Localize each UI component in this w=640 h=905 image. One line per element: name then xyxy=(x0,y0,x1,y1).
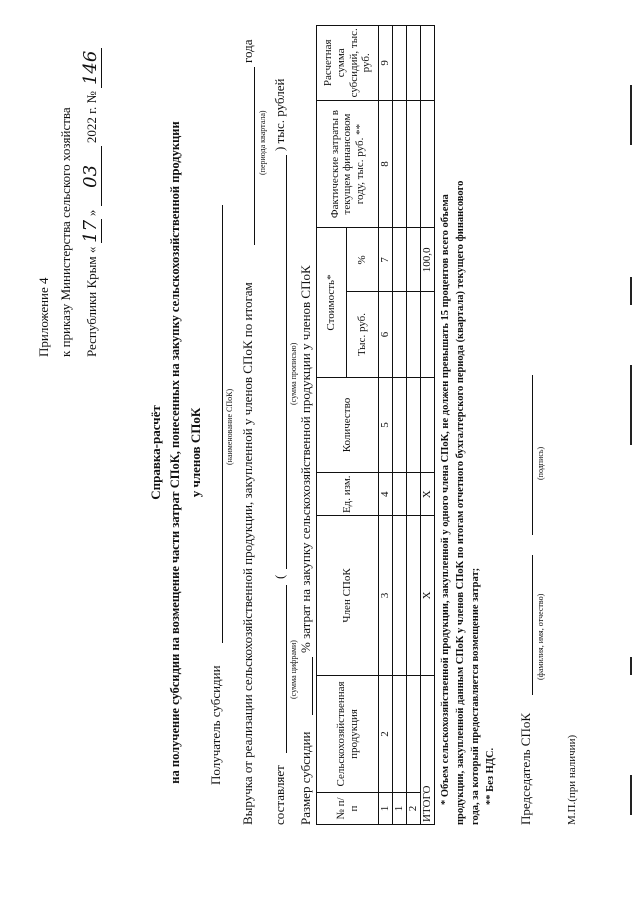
chair-sign-line xyxy=(532,375,533,535)
doc-title: Справка-расчёт xyxy=(148,405,163,500)
revenue-period-line xyxy=(254,67,255,245)
revenue-text: Выручка от реализации сельскохозяйственной продукции, закупленной у членов СПоК по итогам xyxy=(240,282,255,825)
total-cost-pct: 100,0 xyxy=(421,228,435,292)
total-cost-rub xyxy=(421,292,435,377)
scan-mark xyxy=(630,85,632,145)
note-2: ** Без НДС. xyxy=(485,747,496,805)
doc-subtitle-2: у членов СПоК xyxy=(188,407,203,498)
header-actual: Фактические затраты в текущем финансовом году, тыс. руб. ** xyxy=(317,100,379,228)
row-calc xyxy=(407,26,421,101)
total-quantity xyxy=(421,377,435,473)
row-member xyxy=(407,516,421,676)
row-cost-pct xyxy=(407,228,421,292)
total-actual xyxy=(421,100,435,228)
amount-label: составляет xyxy=(272,765,287,825)
row-cost-rub xyxy=(393,292,407,377)
amount-words-caption: (сумма прописью) xyxy=(289,342,298,405)
scan-mark xyxy=(630,277,632,305)
header-unit: Ед. изм. xyxy=(317,473,379,516)
col-number: 3 xyxy=(379,516,393,676)
header-num: № п/п xyxy=(317,793,379,825)
row-cost-pct xyxy=(393,228,407,292)
recipient-line xyxy=(222,205,223,643)
stamp-label: М.П.(при наличии) xyxy=(566,734,578,825)
row-quantity xyxy=(407,377,421,473)
appendix-day: 17 xyxy=(80,219,101,243)
appendix-number: 146 xyxy=(80,48,102,88)
note-1-line2: продукции, закупленной данным СПоК у членов СПоК по итогам отчетного бухгалтерского периода (квартала) текущего финансового xyxy=(455,180,466,825)
col-number: 9 xyxy=(379,26,393,101)
revenue-caption: (периода квартала) xyxy=(258,110,267,175)
note-1-line3: года, за который предоставляется возмещение затрат; xyxy=(470,567,481,825)
chair-sign-caption: (подпись) xyxy=(536,446,545,480)
col-number: 5 xyxy=(379,377,393,473)
header-product: Сельскохозяйственная продукция xyxy=(317,675,379,792)
table-row xyxy=(393,26,407,825)
appendix-month: 03 xyxy=(80,146,102,206)
row-member xyxy=(393,516,407,676)
col-number: 7 xyxy=(379,228,393,292)
chair-label: Председатель СПоК xyxy=(518,712,533,825)
row-product xyxy=(393,675,407,792)
appendix-line2: к приказу Министерства сельского хозяйства xyxy=(58,107,73,357)
appendix-line1: Приложение 4 xyxy=(36,277,51,357)
chair-name-caption: (фамилия, имя, отчество) xyxy=(536,593,545,680)
header-cost: Стоимость* xyxy=(317,228,347,377)
col-number: 2 xyxy=(379,675,393,792)
header-cost-rub: Тыс. руб. xyxy=(347,292,379,377)
note-1-line1: * Объем сельскохозяйственной продукции, закупленной у одного члена СПоК, не должен превышать 15 процентов всего объема xyxy=(440,194,451,805)
col-number: 6 xyxy=(379,292,393,377)
appendix-line3 xyxy=(80,48,102,357)
total-calc xyxy=(421,26,435,101)
scan-mark xyxy=(630,775,632,815)
appendix-date-mid: » xyxy=(84,209,99,217)
row-actual xyxy=(407,100,421,228)
table-row xyxy=(407,26,421,825)
amount-words-line xyxy=(286,155,287,569)
header-cost-pct: % xyxy=(347,228,379,292)
row-actual xyxy=(393,100,407,228)
recipient-caption: (наименование СПоК) xyxy=(225,388,234,465)
row-num: 2 xyxy=(407,793,421,825)
scan-mark xyxy=(630,657,632,675)
row-unit xyxy=(393,473,407,516)
header-member: Член СПоК xyxy=(317,516,379,676)
header-calc: Расчетная сумма субсидий, тыс. руб. xyxy=(317,26,379,101)
total-row xyxy=(421,26,435,825)
scan-mark xyxy=(630,365,632,445)
row-quantity xyxy=(393,377,407,473)
col-number: 1 xyxy=(379,793,393,825)
recipient-label: Получатель субсидии xyxy=(208,665,223,785)
total-unit: X xyxy=(421,473,435,516)
row-num: 1 xyxy=(393,793,407,825)
subsidy-size-label: Размер субсидии xyxy=(298,731,313,825)
col-number: 4 xyxy=(379,473,393,516)
row-cost-rub xyxy=(407,292,421,377)
amount-suffix: ) тыс. рублей xyxy=(272,78,287,151)
revenue-suffix: года xyxy=(240,39,255,63)
calculation-table xyxy=(316,25,435,825)
header-quantity: Количество xyxy=(317,377,379,473)
chair-name-line xyxy=(532,555,533,695)
subsidy-size-line xyxy=(312,657,313,715)
amount-open-paren: ( xyxy=(272,574,287,579)
col-number: 8 xyxy=(379,100,393,228)
row-unit xyxy=(407,473,421,516)
total-label: ИТОГО xyxy=(421,675,435,824)
total-member: X xyxy=(421,516,435,676)
appendix-date-prefix: Республики Крым « xyxy=(84,246,99,357)
column-numbers-row xyxy=(379,26,393,825)
amount-digits-caption: (сумма цифрами) xyxy=(289,640,298,699)
amount-digits-line xyxy=(286,585,287,753)
subsidy-size-text: % затрат на закупку сельскохозяйственной продукции у членов СПоК xyxy=(298,265,313,653)
appendix-year: 2022 г. № xyxy=(84,91,99,144)
row-calc xyxy=(393,26,407,101)
row-product xyxy=(407,675,421,792)
doc-subtitle: на получение субсидии на возмещение части затрат СПоК, понесенных на закупку сельскохозяйственной продукции xyxy=(168,121,182,784)
